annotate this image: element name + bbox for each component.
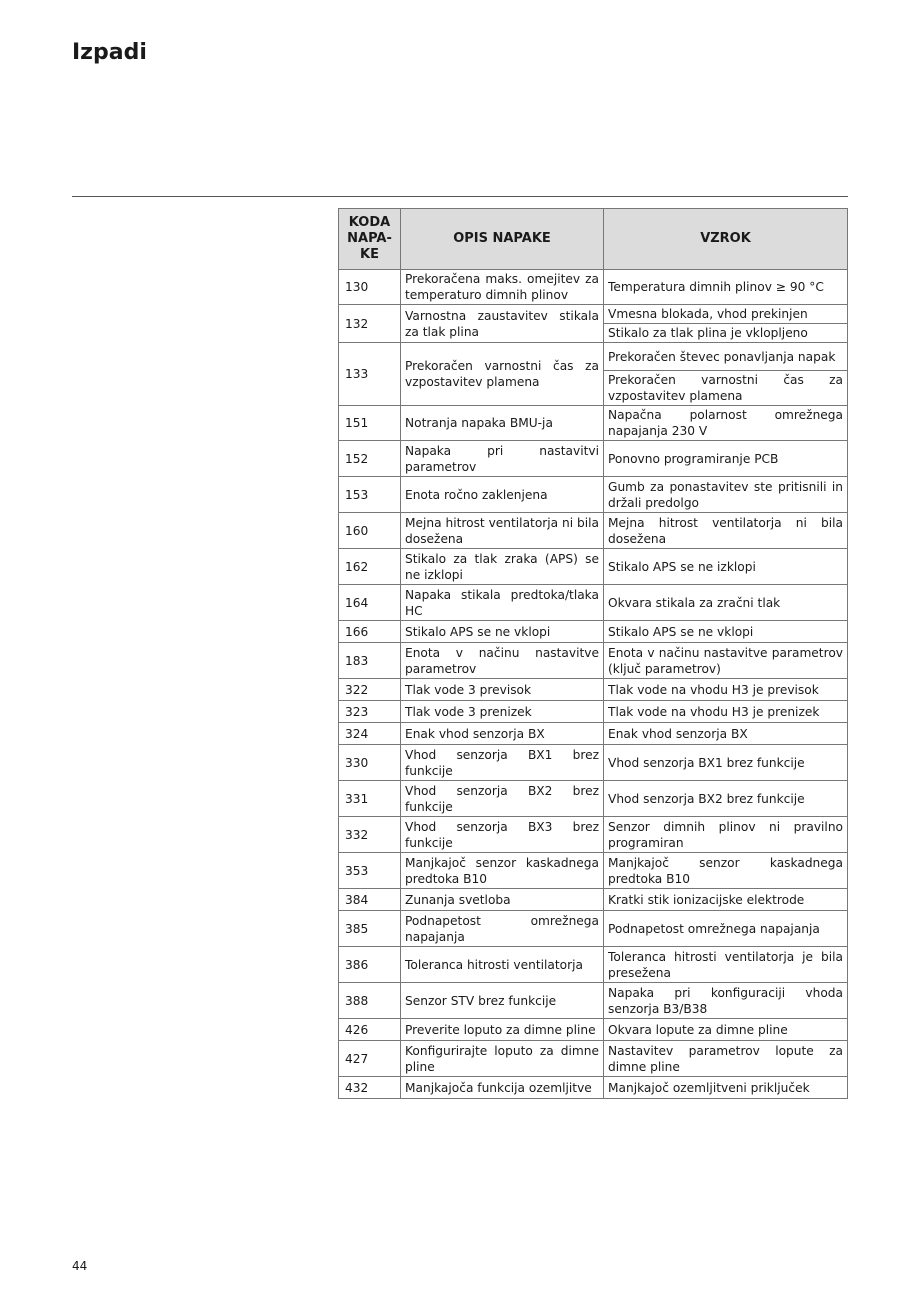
- error-code: 152: [339, 441, 401, 477]
- error-code: 153: [339, 477, 401, 513]
- error-description: Tlak vode 3 previsok: [401, 679, 604, 701]
- table-row: [339, 513, 848, 549]
- error-description: Konfigurirajte loputo za dimne pline: [401, 1041, 604, 1077]
- error-cause: Nastavitev parametrov lopute za dimne pline: [604, 1041, 848, 1077]
- error-code: 332: [339, 817, 401, 853]
- error-cause: Stikalo za tlak plina je vklopljeno: [604, 324, 848, 343]
- table-row: [339, 723, 848, 745]
- error-description: Vhod senzorja BX1 brez funkcije: [401, 745, 604, 781]
- table-row: [339, 270, 848, 305]
- error-cause: Manjkajoč ozemljitveni priključek: [604, 1077, 848, 1099]
- error-code: 432: [339, 1077, 401, 1099]
- error-cause: Vmesna blokada, vhod prekinjen: [604, 305, 848, 324]
- table-row: [339, 1077, 848, 1099]
- table-row: [339, 911, 848, 947]
- error-description: Prekoračena maks. omejitev za temperaturo dimnih plinov: [401, 270, 604, 305]
- error-cause: Ponovno programiranje PCB: [604, 441, 848, 477]
- table-row: [339, 643, 848, 679]
- error-description: Preverite loputo za dimne pline: [401, 1019, 604, 1041]
- error-code: 166: [339, 621, 401, 643]
- error-code: 322: [339, 679, 401, 701]
- error-description: Manjkajoč senzor kaskadnega predtoka B10: [401, 853, 604, 889]
- error-code: 386: [339, 947, 401, 983]
- table-row: [339, 679, 848, 701]
- table-row: [339, 817, 848, 853]
- error-cause: Vhod senzorja BX1 brez funkcije: [604, 745, 848, 781]
- header-cause: VZROK: [604, 209, 848, 270]
- error-code: 151: [339, 406, 401, 441]
- table-row: [339, 853, 848, 889]
- page-title: Izpadi: [72, 40, 147, 65]
- error-code: 160: [339, 513, 401, 549]
- table-row: [339, 305, 848, 324]
- table-row: [339, 477, 848, 513]
- error-cause: Napačna polarnost omrežnega napajanja 230 V: [604, 406, 848, 441]
- page-number: 44: [72, 1259, 88, 1273]
- error-description: Vhod senzorja BX2 brez funkcije: [401, 781, 604, 817]
- error-code: 353: [339, 853, 401, 889]
- table-row: [339, 441, 848, 477]
- error-description: Enak vhod senzorja BX: [401, 723, 604, 745]
- table-row: [339, 745, 848, 781]
- error-code: 427: [339, 1041, 401, 1077]
- error-cause: Stikalo APS se ne izklopi: [604, 549, 848, 585]
- table-header-row: [339, 209, 848, 270]
- error-description: Manjkajoča funkcija ozemljitve: [401, 1077, 604, 1099]
- error-code-table: [338, 208, 848, 1099]
- error-cause: Enak vhod senzorja BX: [604, 723, 848, 745]
- error-description: Zunanja svetloba: [401, 889, 604, 911]
- table-row: [339, 983, 848, 1019]
- error-description: Notranja napaka BMU-ja: [401, 406, 604, 441]
- error-code: 323: [339, 701, 401, 723]
- error-cause: Mejna hitrost ventilatorja ni bila dosežena: [604, 513, 848, 549]
- error-code: 164: [339, 585, 401, 621]
- table-body: [339, 270, 848, 1099]
- table-row: [339, 889, 848, 911]
- header-description: OPIS NAPAKE: [401, 209, 604, 270]
- error-code: 132: [339, 305, 401, 343]
- error-cause: Manjkajoč senzor kaskadnega predtoka B10: [604, 853, 848, 889]
- error-description: Enota v načinu nastavitve parametrov: [401, 643, 604, 679]
- error-code: 330: [339, 745, 401, 781]
- error-description: Senzor STV brez funkcije: [401, 983, 604, 1019]
- error-cause: Stikalo APS se ne vklopi: [604, 621, 848, 643]
- error-description: Mejna hitrost ventilatorja ni bila dosežena: [401, 513, 604, 549]
- error-description: Stikalo APS se ne vklopi: [401, 621, 604, 643]
- error-cause: Toleranca hitrosti ventilatorja je bila presežena: [604, 947, 848, 983]
- error-code: 388: [339, 983, 401, 1019]
- error-code: 384: [339, 889, 401, 911]
- error-code: 324: [339, 723, 401, 745]
- error-cause: Prekoračen varnostni čas za vzpostavitev plamena: [604, 371, 848, 406]
- table-row: [339, 947, 848, 983]
- error-code: 133: [339, 343, 401, 406]
- error-cause: Tlak vode na vhodu H3 je previsok: [604, 679, 848, 701]
- error-description: Toleranca hitrosti ventilatorja: [401, 947, 604, 983]
- error-code: 331: [339, 781, 401, 817]
- error-description: Vhod senzorja BX3 brez funkcije: [401, 817, 604, 853]
- error-cause: Tlak vode na vhodu H3 je prenizek: [604, 701, 848, 723]
- error-code: 426: [339, 1019, 401, 1041]
- error-cause: Vhod senzorja BX2 brez funkcije: [604, 781, 848, 817]
- error-cause: Napaka pri konfiguraciji vhoda senzorja B3/B38: [604, 983, 848, 1019]
- error-code: 183: [339, 643, 401, 679]
- error-code: 130: [339, 270, 401, 305]
- error-cause: Kratki stik ionizacijske elektrode: [604, 889, 848, 911]
- error-cause: Temperatura dimnih plinov ≥ 90 °C: [604, 270, 848, 305]
- table-row: [339, 549, 848, 585]
- error-cause: Okvara lopute za dimne pline: [604, 1019, 848, 1041]
- error-cause: Podnapetost omrežnega napajanja: [604, 911, 848, 947]
- table-row: [339, 585, 848, 621]
- table-row: [339, 343, 848, 371]
- error-description: Podnapetost omrežnega napajanja: [401, 911, 604, 947]
- error-description: Napaka stikala predtoka/tlaka HC: [401, 585, 604, 621]
- error-description: Napaka pri nastavitvi parametrov: [401, 441, 604, 477]
- table-row: [339, 1019, 848, 1041]
- error-cause: Senzor dimnih plinov ni pravilno programiran: [604, 817, 848, 853]
- table-row: [339, 701, 848, 723]
- table-row: [339, 781, 848, 817]
- error-code: 385: [339, 911, 401, 947]
- error-code: 162: [339, 549, 401, 585]
- error-cause: Prekoračen števec ponavljanja napak: [604, 343, 848, 371]
- header-code: KODA NAPA-KE: [339, 209, 401, 270]
- error-description: Prekoračen varnostni čas za vzpostavitev plamena: [401, 343, 604, 406]
- error-cause: Enota v načinu nastavitve parametrov (ključ parametrov): [604, 643, 848, 679]
- error-description: Tlak vode 3 prenizek: [401, 701, 604, 723]
- table-row: [339, 621, 848, 643]
- table-row: [339, 1041, 848, 1077]
- header-rule: [72, 196, 848, 197]
- error-cause: Okvara stikala za zračni tlak: [604, 585, 848, 621]
- error-cause: Gumb za ponastavitev ste pritisnili in držali predolgo: [604, 477, 848, 513]
- error-description: Varnostna zaustavitev stikala za tlak plina: [401, 305, 604, 343]
- table-row: [339, 406, 848, 441]
- error-description: Enota ročno zaklenjena: [401, 477, 604, 513]
- error-description: Stikalo za tlak zraka (APS) se ne izklopi: [401, 549, 604, 585]
